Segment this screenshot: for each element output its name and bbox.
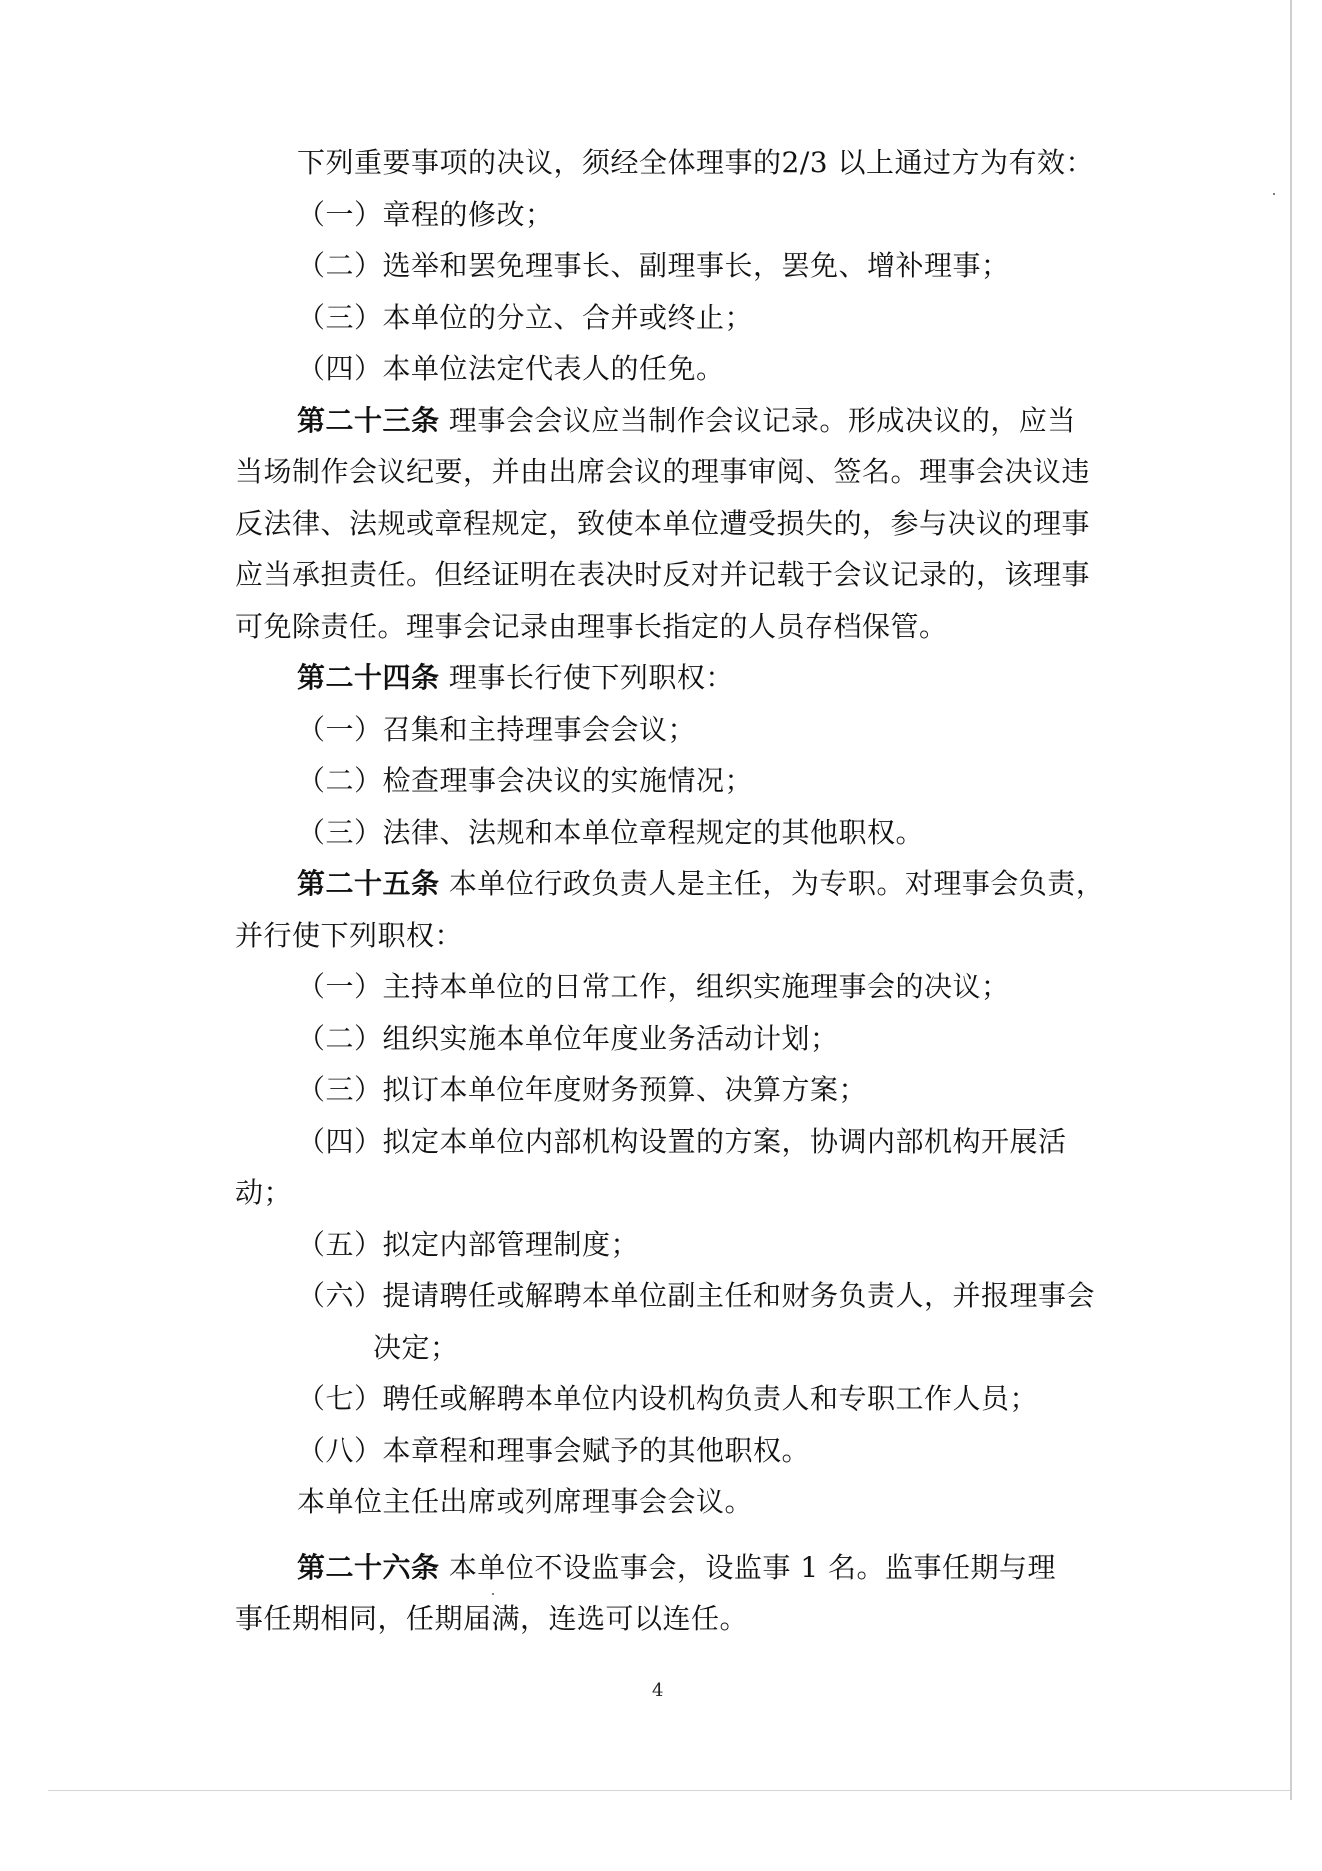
document-body [235, 137, 1105, 1645]
intro-item: （一）章程的修改； [297, 197, 554, 231]
article-25-item: （七）聘任或解聘本单位内设机构负责人和专职工作人员； [297, 1382, 1039, 1415]
article-23-line: 反法律、法规或章程规定，致使本单位遭受损失的，参与决议的理事 [235, 506, 1091, 540]
page-number: 4 [652, 1680, 664, 1701]
article-23-line: 可免除责任。理事会记录由理事长指定的人员存档保管。 [235, 609, 948, 643]
article-24-first-line [235, 652, 1095, 704]
scan-speck [1273, 193, 1275, 195]
article-25-item: （二）组织实施本单位年度业务活动计划； [297, 1021, 839, 1055]
article-25-item: （一）主持本单位的日常工作，组织实施理事会的决议； [297, 970, 1010, 1003]
article-25-label: 第二十五条 [297, 867, 440, 900]
article-25-item-wrap: 动； [235, 1176, 293, 1209]
article-26-text: 本单位不设监事会，设监事 1 名。监事任期与理 [439, 1550, 1057, 1584]
article-26-label: 第二十六条 [297, 1550, 440, 1584]
intro-paragraph: 下列重要事项的决议，须经全体理事的2/3 以上通过方为有效： [297, 146, 1094, 179]
article-23-line: 应当承担责任。但经证明在表决时反对并记载于会议记录的，该理事 [235, 558, 1091, 591]
article-25-item-wrap: 决定； [373, 1330, 459, 1364]
article-25-item: （四）拟定本单位内部机构设置的方案，协调内部机构开展活 [297, 1124, 1067, 1158]
scan-edge-line [1290, 0, 1292, 1800]
article-23-first-line [235, 395, 1095, 447]
article-23-label: 第二十三条 [297, 403, 440, 437]
paragraph-gap [235, 1528, 1095, 1542]
article-25-closing: 本单位主任出席或列席理事会会议。 [297, 1485, 754, 1518]
article-25-item: （八）本章程和理事会赋予的其他职权。 [297, 1433, 811, 1467]
article-25-first-line [235, 858, 1105, 910]
article-25-item: （六）提请聘任或解聘本单位副主任和财务负责人，并报理事会 [297, 1279, 1096, 1312]
intro-item: （四）本单位法定代表人的任免。 [297, 352, 725, 385]
article-25-item: （三）拟订本单位年度财务预算、决算方案； [297, 1073, 868, 1106]
intro-item: （二）选举和罢免理事长、副理事长，罢免、增补理事； [297, 249, 1010, 282]
intro-item: （三）本单位的分立、合并或终止； [297, 300, 754, 334]
article-24-item: （二）检查理事会决议的实施情况； [297, 764, 754, 797]
article-24-text: 理事长行使下列职权： [439, 661, 734, 694]
article-26-continuation: 事任期相同，任期届满，连选可以连任。 [235, 1602, 749, 1635]
article-23-line: 当场制作会议纪要，并由出席会议的理事审阅、签名。理事会决议违 [235, 455, 1091, 488]
article-23-text: 理事会会议应当制作会议记录。形成决议的，应当 [439, 403, 1076, 437]
article-25-item: （五）拟定内部管理制度； [297, 1227, 640, 1261]
article-25-continuation: 并行使下列职权： [235, 918, 464, 952]
article-25-text: 本单位行政负责人是主任，为专职。对理事会负责， [439, 867, 1105, 900]
scan-bottom-line [48, 1790, 1290, 1791]
article-26-first-line [235, 1542, 1095, 1594]
article-24-label: 第二十四条 [297, 661, 440, 694]
article-24-item: （一）召集和主持理事会会议； [297, 712, 697, 746]
article-24-item: （三）法律、法规和本单位章程规定的其他职权。 [297, 815, 925, 849]
